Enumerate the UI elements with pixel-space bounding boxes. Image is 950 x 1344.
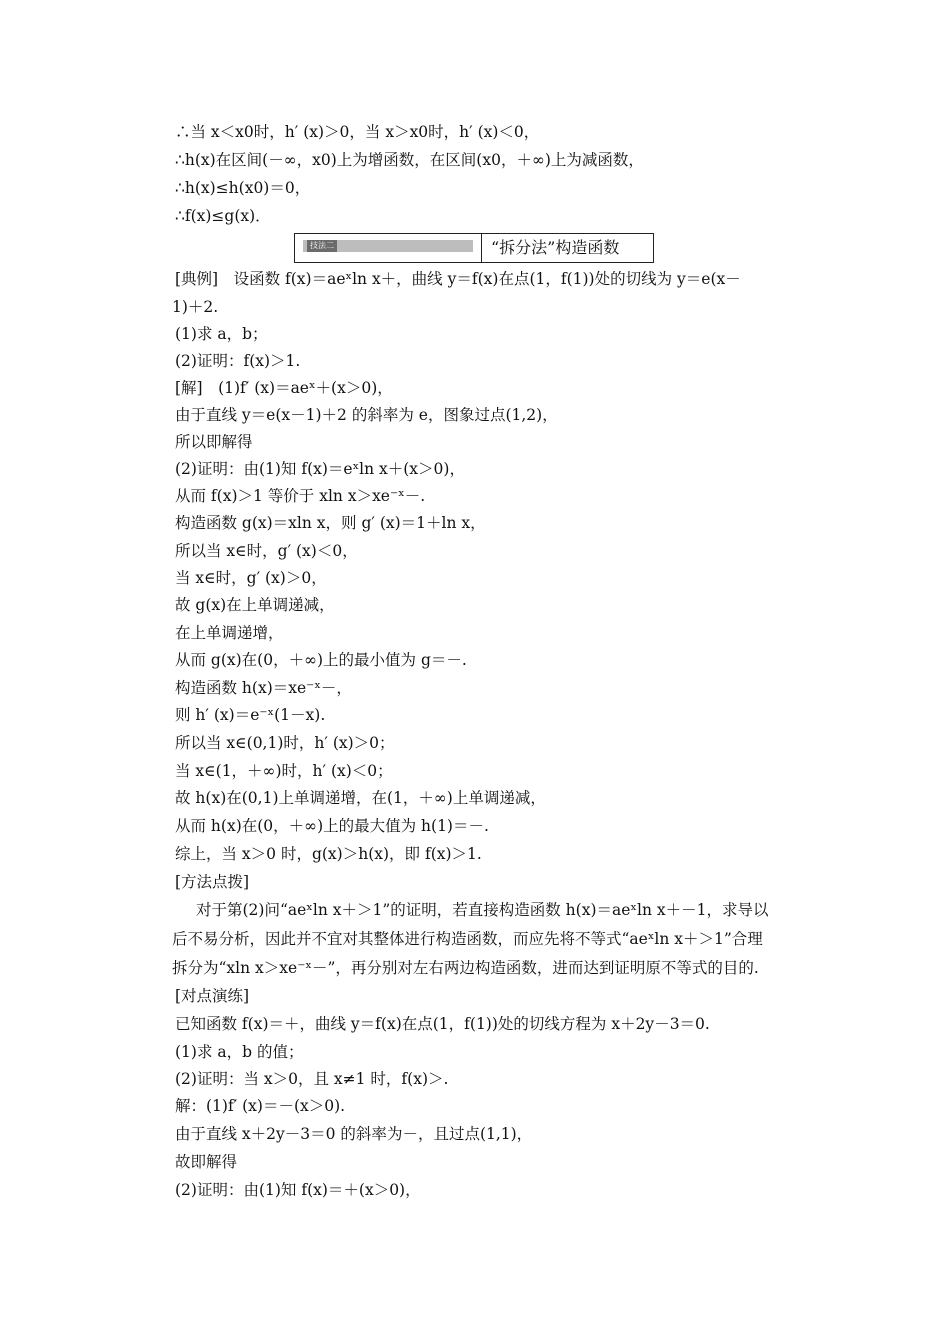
solution-line: [解] (1)f′ (x)＝aeˣ＋(x＞0)， — [175, 379, 393, 397]
solution-line: 由于直线 y＝e(x－1)＋2 的斜率为 e，图象过点(1,2)， — [175, 406, 558, 424]
question-2: (2)证明：f(x)＞1. — [175, 352, 301, 370]
question-1: (1)求 a，b； — [175, 325, 268, 343]
solution-line: 所以当 x∈(0,1)时，h′ (x)＞0； — [175, 734, 395, 752]
section-header-divider — [481, 234, 482, 262]
practice-solution-line: 由于直线 x＋2y－3＝0 的斜率为－，且过点(1,1)， — [175, 1125, 533, 1143]
solution-line: 当 x∈时，g′ (x)＞0， — [175, 569, 327, 587]
solution-line: 所以即解得 — [175, 433, 253, 451]
practice-solution-line: 故即解得 — [175, 1153, 238, 1171]
text-line: ∴f(x)≤g(x)． — [175, 207, 271, 225]
solution-line: 从而 h(x)在(0，＋∞)上的最大值为 h(1)＝－. — [175, 817, 489, 835]
section-title: “拆分法”构造函数 — [491, 238, 620, 257]
text-line: ∴h(x)≤h(x0)＝0， — [175, 179, 311, 197]
method-tip-text: 拆分为“xln x＞xe⁻ˣ－”，再分别对左右两边构造函数，进而达到证明原不等式的目的. — [172, 959, 759, 977]
practice-statement: 已知函数 f(x)＝＋，曲线 y＝f(x)在点(1，f(1))处的切线方程为 x＋2y－3＝0. — [175, 1015, 710, 1033]
solution-line: 故 g(x)在上单调递减， — [175, 596, 335, 614]
practice-question-1: (1)求 a，b 的值； — [175, 1043, 304, 1061]
example-statement: [典例] 设函数 f(x)＝aeˣln x＋，曲线 y＝f(x)在点(1，f(1))处的切线为 y＝e(x－ — [175, 270, 741, 288]
example-statement-cont: 1)＋2. — [172, 298, 219, 316]
solution-line: 则 h′ (x)＝e⁻ˣ(1－x). — [175, 706, 326, 724]
solution-line: 从而 g(x)在(0，＋∞)上的最小值为 g＝－. — [175, 651, 467, 669]
method-tip-text: 对于第(2)问“aeˣln x＋＞1”的证明，若直接构造函数 h(x)＝aeˣln x＋－1，求导以 — [196, 901, 769, 919]
solution-line: 从而 f(x)＞1 等价于 xln x＞xe⁻ˣ－. — [175, 487, 426, 505]
solution-line: (2)证明：由(1)知 f(x)＝eˣln x＋(x＞0)， — [175, 460, 465, 478]
solution-line: 在上单调递增， — [175, 624, 284, 642]
solution-line: 综上，当 x＞0 时，g(x)＞h(x)，即 f(x)＞1. — [175, 845, 482, 863]
method-tip-heading: [方法点拨] — [175, 873, 250, 891]
solution-line: 当 x∈(1，＋∞)时，h′ (x)＜0； — [175, 762, 393, 780]
solution-line: 构造函数 g(x)＝xln x，则 g′ (x)＝1＋ln x， — [175, 514, 486, 532]
practice-heading: [对点演练] — [175, 987, 250, 1005]
solution-line: 构造函数 h(x)＝xe⁻ˣ－， — [175, 679, 352, 697]
method-tip-text: 后不易分析，因此并不宜对其整体进行构造函数，而应先将不等式“aeˣln x＋＞1”合理 — [172, 930, 763, 948]
method-section-header — [294, 233, 654, 263]
section-tag: 技法二 — [307, 240, 337, 252]
practice-question-2: (2)证明：当 x＞0，且 x≠1 时，f(x)＞. — [175, 1070, 449, 1088]
solution-line: 故 h(x)在(0,1)上单调递增，在(1，＋∞)上单调递减， — [175, 789, 546, 807]
solution-line: 所以当 x∈时，g′ (x)＜0， — [175, 542, 358, 560]
text-line: ∴h(x)在区间(－∞，x0)上为增函数，在区间(x0，＋∞)上为减函数， — [175, 151, 644, 169]
practice-solution-line: (2)证明：由(1)知 f(x)＝＋(x＞0)， — [175, 1181, 421, 1199]
practice-solution-line: 解：(1)f′ (x)＝－(x＞0). — [175, 1097, 346, 1115]
text-line: ∴当 x＜x0时，h′ (x)＞0，当 x＞x0时，h′ (x)＜0， — [175, 123, 540, 141]
